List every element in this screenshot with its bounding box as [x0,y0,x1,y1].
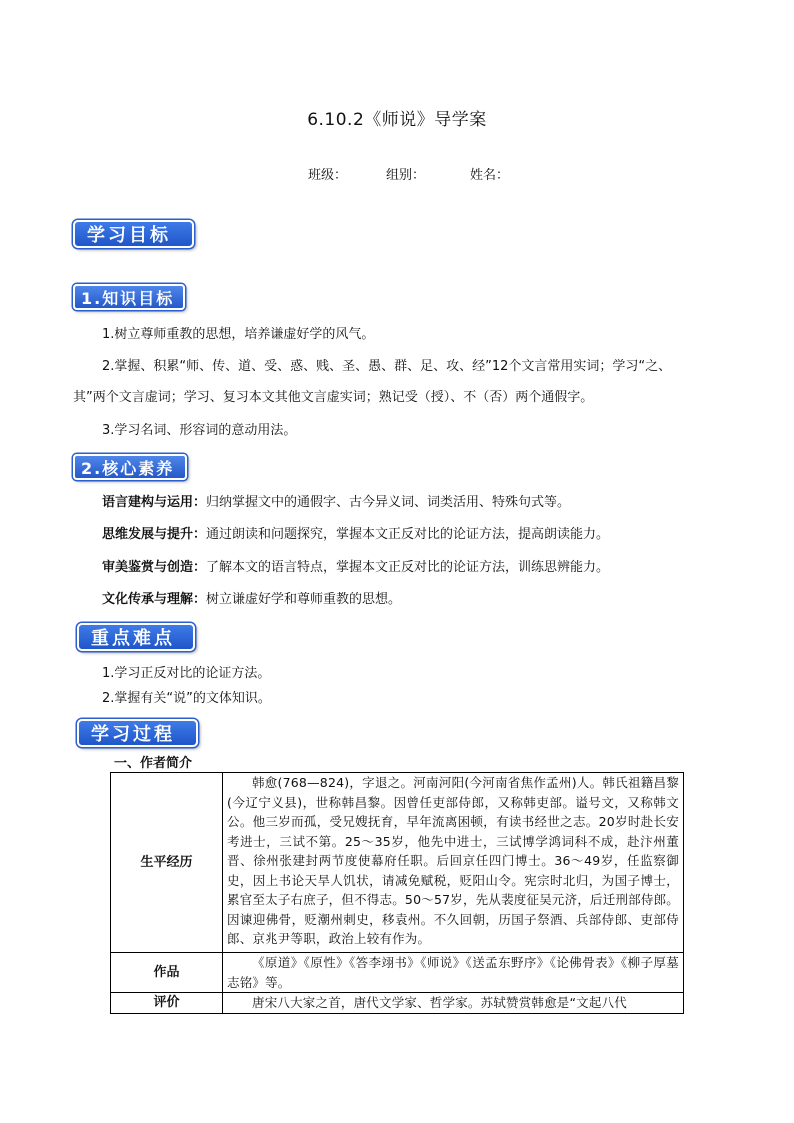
table-row [111,993,684,1014]
knowledge-item-2-line-2: 其”两个文言虚词；学习、复习本文其他文言虚实词；熟记受（授）、不（否）两个通假字。 [73,390,594,405]
core-item-aesthetic [102,559,609,577]
core-item-label: 思维发展与提升： [102,527,207,542]
key-point-1: 1.学习正反对比的论证方法。 [102,666,271,681]
group-label: 组别： [386,168,426,183]
learning-goals-banner: 学习目标 [73,220,194,248]
core-item-thinking [102,526,609,544]
core-item-text: 通过朗读和问题探究，掌握本文正反对比的论证方法，提高朗读能力。 [206,527,610,542]
page-title: 6.10.2《师说》导学案 [307,110,487,130]
evaluation-text: 唐宋八大家之首，唐代文学家、哲学家。苏轼赞赏韩愈是“文起八代 [223,993,684,1014]
core-item-label: 审美鉴赏与创造： [102,560,207,575]
author-intro-table [110,772,684,1014]
table-row [111,953,684,993]
evaluation-label: 评价 [111,993,223,1014]
life-label: 生平经历 [111,773,223,953]
knowledge-item-2-line-1: 2.掌握、积累“师、传、道、受、惑、贱、圣、愚、群、足、攻、经”12个文言常用实词；学习“之、 [102,359,672,374]
life-text: 韩愈(768—824)，字退之。河南河阳(今河南省焦作孟州)人。韩氏祖籍昌黎(今辽宁义县)，世称韩昌黎。因曾任吏部侍郎，又称韩吏部。谥号文，又称韩文公。他三岁而孤，受兄嫂抚育，早年流离困顿，有读书经世之志。20岁时赴长安考进士，三试不第。25～35岁，他先中进士，三试博学鸿词科不成，赴汴州董晋、徐州张建封两节度使幕府任职。后回京任四门博士。36～49岁，任监察御史，因上书论天旱人饥状，请减免赋税，贬阳山令。宪宗时北归，为国子博士，累官至太子右庶子，但不得志。50～57岁，先从裴度征吴元济，后迁刑部侍郎。因谏迎佛骨，贬潮州刺史，移袁州。不久回朝，历国子祭酒、兵部侍郎、吏部侍郎、京兆尹等职，政治上较有作为。 [223,773,684,953]
core-item-label: 文化传承与理解： [102,592,207,607]
class-label: 班级： [308,168,348,183]
author-intro-heading: 一、作者简介 [114,756,193,771]
name-label: 姓名： [470,168,510,183]
core-literacy-heading: 2.核心素养 [73,454,187,480]
table-row [111,773,684,953]
core-item-text: 归纳掌握文中的通假字、古今异义词、词类活用、特殊句式等。 [206,495,571,510]
core-item-language [102,494,570,512]
key-points-banner: 重点难点 [77,623,195,651]
core-item-culture [102,591,401,609]
knowledge-goals-heading: 1.知识目标 [73,284,185,310]
core-item-label: 语言建构与运用： [102,495,207,510]
knowledge-item-3: 3.学习名词、形容词的意动用法。 [102,423,297,438]
works-text: 《原道》《原性》《答李翊书》《师说》《送孟东野序》《论佛骨表》《柳子厚墓志铭》等。 [223,953,684,993]
core-item-text: 树立谦虚好学和尊师重教的思想。 [206,592,402,607]
knowledge-item-1: 1.树立尊师重教的思想，培养谦虚好学的风气。 [102,327,375,342]
core-item-text: 了解本文的语言特点，掌握本文正反对比的论证方法，训练思辨能力。 [206,560,610,575]
key-point-2: 2.掌握有关“说”的文体知识。 [102,691,271,706]
learning-process-banner: 学习过程 [77,719,198,747]
works-label: 作品 [111,953,223,993]
